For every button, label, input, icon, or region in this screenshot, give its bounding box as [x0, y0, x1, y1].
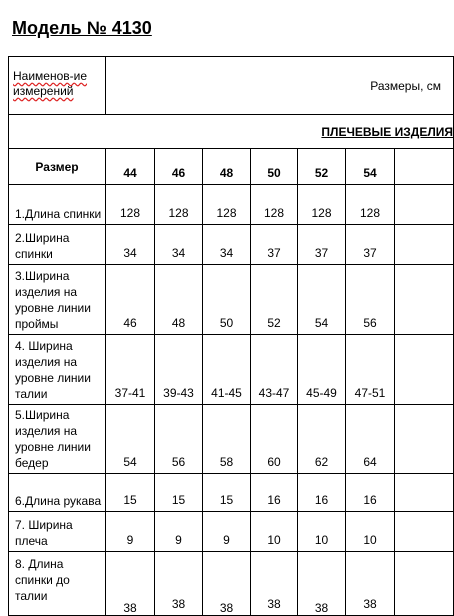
row-label: 2.Ширина спинки	[9, 225, 106, 265]
empty-cell	[395, 405, 454, 474]
table-row	[9, 185, 454, 225]
size-52: 52	[298, 149, 346, 185]
table-cell: 41-45	[203, 335, 251, 405]
table-cell: 10	[298, 512, 346, 552]
size-row-label: Размер	[9, 149, 106, 185]
table-cell: 128	[346, 185, 395, 225]
table-cell: 37	[298, 225, 346, 265]
table-cell: 38	[203, 552, 251, 616]
table-cell: 54	[298, 265, 346, 335]
size-44: 44	[106, 149, 155, 185]
table-row	[9, 225, 454, 265]
header-row	[9, 57, 454, 115]
table-cell: 10	[346, 512, 395, 552]
table-cell: 9	[155, 512, 203, 552]
table-cell: 47-51	[346, 335, 395, 405]
empty-cell	[395, 225, 454, 265]
table-cell: 16	[251, 474, 298, 512]
table-row	[9, 405, 454, 474]
size-chart-container	[8, 56, 454, 615]
empty-cell	[395, 474, 454, 512]
table-cell: 38	[106, 552, 155, 616]
section-row	[9, 115, 454, 149]
table-cell: 48	[155, 265, 203, 335]
table-cell: 52	[251, 265, 298, 335]
table-cell: 15	[106, 474, 155, 512]
sizes-header: Размеры, см	[106, 57, 454, 115]
table-cell: 38	[298, 552, 346, 616]
row-label: 8. Длина спинки до талии	[9, 552, 106, 616]
table-cell: 15	[203, 474, 251, 512]
table-row	[9, 512, 454, 552]
table-cell: 58	[203, 405, 251, 474]
table-cell: 34	[106, 225, 155, 265]
size-46: 46	[155, 149, 203, 185]
table-row	[9, 474, 454, 512]
table-cell: 37-41	[106, 335, 155, 405]
table-cell: 128	[298, 185, 346, 225]
measurement-name-header-label: Наименов-ие измерений	[13, 69, 88, 98]
measurement-name-header	[9, 57, 106, 115]
table-cell: 128	[106, 185, 155, 225]
size-50: 50	[251, 149, 298, 185]
table-cell: 38	[251, 552, 298, 616]
table-cell: 37	[346, 225, 395, 265]
table-cell: 16	[298, 474, 346, 512]
table-cell: 56	[155, 405, 203, 474]
size-chart-table	[8, 56, 454, 616]
empty-cell	[395, 185, 454, 225]
row-label: 4. Ширина изделия на уровне линии талии	[9, 335, 106, 405]
row-label: 6.Длина рукава	[9, 474, 106, 512]
empty-cell	[395, 335, 454, 405]
table-cell: 43-47	[251, 335, 298, 405]
table-cell: 128	[251, 185, 298, 225]
table-cell: 15	[155, 474, 203, 512]
table-cell: 9	[203, 512, 251, 552]
table-cell: 10	[251, 512, 298, 552]
table-cell: 128	[155, 185, 203, 225]
table-cell: 34	[203, 225, 251, 265]
table-cell: 45-49	[298, 335, 346, 405]
empty-cell	[395, 149, 454, 185]
table-cell: 16	[346, 474, 395, 512]
table-cell: 50	[203, 265, 251, 335]
table-row	[9, 335, 454, 405]
size-row	[9, 149, 454, 185]
row-label: 7. Ширина плеча	[9, 512, 106, 552]
table-cell: 56	[346, 265, 395, 335]
row-label: 3.Ширина изделия на уровне линии проймы	[9, 265, 106, 335]
table-row	[9, 552, 454, 616]
empty-cell	[395, 265, 454, 335]
empty-cell	[395, 512, 454, 552]
table-cell: 39-43	[155, 335, 203, 405]
table-cell: 46	[106, 265, 155, 335]
page-title: Модель № 4130	[12, 18, 152, 38]
row-label: 1.Длина спинки	[9, 185, 106, 225]
table-cell: 38	[155, 552, 203, 616]
empty-cell	[395, 552, 454, 616]
size-48: 48	[203, 149, 251, 185]
row-label: 5.Ширина изделия на уровне линии бедер	[9, 405, 106, 474]
table-cell: 38	[346, 552, 395, 616]
section-header: ПЛЕЧЕВЫЕ ИЗДЕЛИЯ	[9, 115, 454, 149]
table-cell: 34	[155, 225, 203, 265]
table-cell: 37	[251, 225, 298, 265]
table-cell: 54	[106, 405, 155, 474]
table-cell: 60	[251, 405, 298, 474]
size-54: 54	[346, 149, 395, 185]
table-row	[9, 265, 454, 335]
table-cell: 62	[298, 405, 346, 474]
table-cell: 9	[106, 512, 155, 552]
table-cell: 64	[346, 405, 395, 474]
table-cell: 128	[203, 185, 251, 225]
